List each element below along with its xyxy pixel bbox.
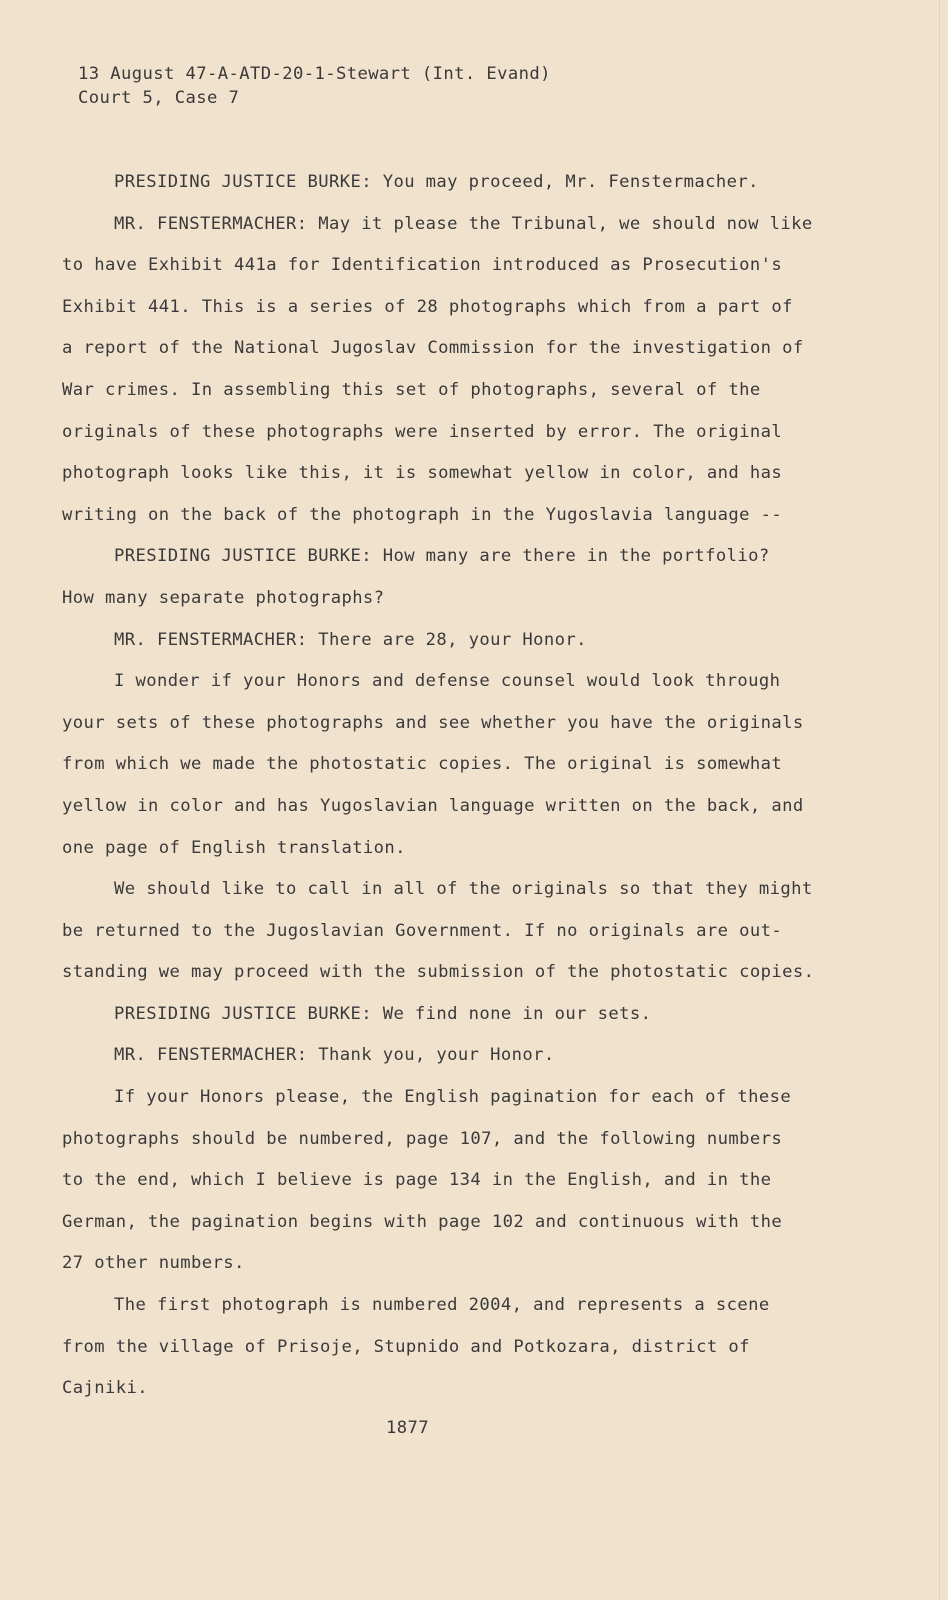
transcript-line: MR. FENSTERMACHER: Thank you, your Honor. [114,1045,555,1066]
transcript-line: one page of English translation. [62,837,406,858]
transcript-line: Exhibit 441. This is a series of 28 photographs which from a part of [62,296,793,317]
header-line-1: 13 August 47-A-ATD-20-1-Stewart (Int. Evand) [78,64,551,84]
transcript-line: standing we may proceed with the submission of the photostatic copies. [62,962,815,983]
transcript-line: We should like to call in all of the originals so that they might [114,879,813,900]
document-header [78,62,551,110]
page-number: 1877 [386,1418,429,1438]
transcript-line: MR. FENSTERMACHER: There are 28, your Honor. [114,629,587,650]
transcript-line: 27 other numbers. [62,1253,245,1274]
transcript-line: PRESIDING JUSTICE BURKE: You may proceed, Mr. Fenstermacher. [114,172,759,192]
transcript-line: How many separate photographs? [62,587,385,608]
transcript-line: from which we made the photostatic copies. The original is somewhat [62,754,783,775]
transcript-line: PRESIDING JUSTICE BURKE: How many are there in the portfolio? [114,546,770,567]
transcript-line: photographs should be numbered, page 107, and the following numbers [62,1128,783,1149]
transcript-body [62,162,815,1410]
transcript-line: War crimes. In assembling this set of photographs, several of the [62,379,761,400]
transcript-line: yellow in color and has Yugoslavian language written on the back, and [62,795,804,816]
transcript-line: The first photograph is numbered 2004, and represents a scene [114,1295,770,1316]
transcript-line: from the village of Prisoje, Stupnido and Potkozara, district of [62,1336,750,1357]
transcript-line: MR. FENSTERMACHER: May it please the Tribunal, we should now like [114,213,813,234]
transcript-line: originals of these photographs were inserted by error. The original [62,421,783,442]
page-edge [939,0,940,1600]
transcript-line: to have Exhibit 441a for Identification introduced as Prosecution's [62,255,783,276]
transcript-line: German, the pagination begins with page 102 and continuous with the [62,1211,783,1232]
transcript-line: photograph looks like this, it is somewhat yellow in color, and has [62,463,783,484]
transcript-line: writing on the back of the photograph in the Yugoslavia language -- [62,504,783,525]
transcript-line: be returned to the Jugoslavian Government. If no originals are out- [62,920,783,941]
transcript-line: I wonder if your Honors and defense counsel would look through [114,671,781,692]
transcript-line: If your Honors please, the English pagination for each of these [114,1087,792,1108]
transcript-line: to the end, which I believe is page 134 in the English, and in the [62,1170,772,1191]
transcript-line: PRESIDING JUSTICE BURKE: We find none in our sets. [114,1003,652,1024]
transcript-line: your sets of these photographs and see whether you have the originals [62,712,804,733]
transcript-line: Cajniki. [62,1378,148,1399]
transcript-line: a report of the National Jugoslav Commission for the investigation of [62,338,804,359]
header-line-2: Court 5, Case 7 [78,88,240,108]
